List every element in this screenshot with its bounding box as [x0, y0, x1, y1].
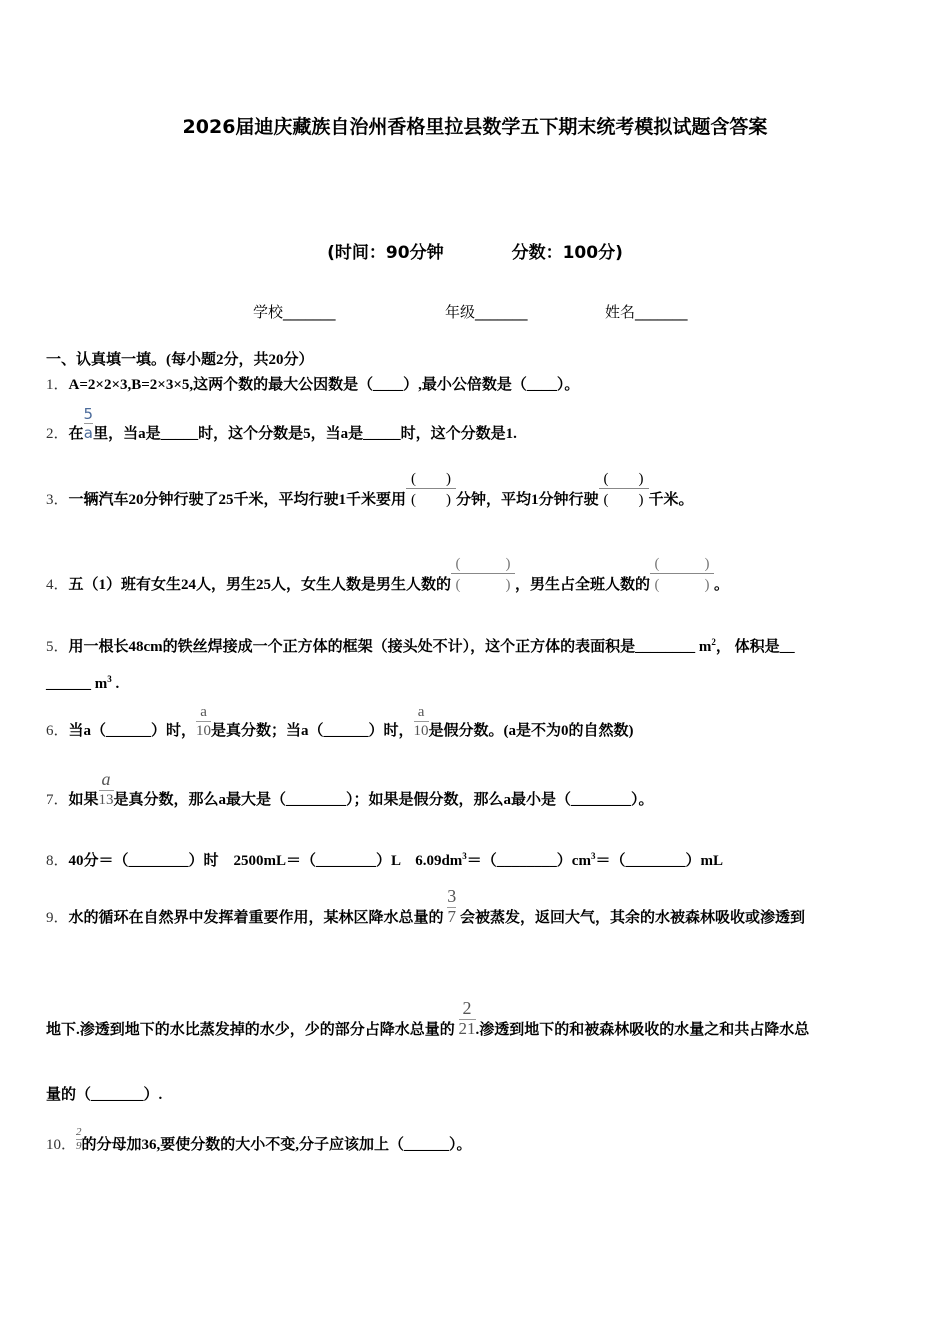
- q-text: ，男生占全班人数的: [515, 577, 651, 593]
- numerator: 3: [447, 886, 457, 906]
- q-text: 用一根长48cm的铁丝焊接成一个正方体的框架（接头处不计），这个正方体的表面积是________ m: [68, 639, 712, 655]
- question-4: [46, 555, 729, 595]
- question-5-cont: [46, 674, 119, 694]
- numerator: a: [200, 704, 207, 720]
- denominator: a: [83, 424, 93, 442]
- fraction: [414, 703, 429, 740]
- denominator-blank: ( ): [654, 577, 710, 593]
- time-label: (时间：90分钟: [327, 243, 444, 263]
- question-6: [46, 703, 634, 741]
- question-7: [46, 768, 654, 810]
- q-text: 在: [68, 426, 84, 442]
- denominator-blank: ( ): [603, 492, 644, 508]
- q-text: 是假分数。(a是不为0的自然数): [428, 723, 634, 739]
- fraction-blank[interactable]: [451, 555, 515, 594]
- numerator-blank: ( ): [451, 555, 515, 574]
- q-text: 一辆汽车20分钟行驶了25千米，平均行驶1千米要用: [68, 492, 407, 508]
- numerator: 2: [462, 998, 472, 1018]
- denominator: 7: [447, 907, 457, 926]
- fraction-blank[interactable]: [599, 470, 649, 509]
- score-label: 分数：100分): [511, 243, 623, 263]
- question-3: [46, 470, 694, 510]
- q-text: 当a（______）时，: [68, 723, 197, 739]
- fraction: [447, 885, 456, 926]
- q-text: 会被蒸发，返回大气，其余的水被森林吸收或渗透到: [460, 910, 806, 926]
- superscript: 3: [590, 851, 596, 861]
- q-text: 是真分数，那么a最大是（________）；如果是假分数，那么a最小是（________）。: [113, 792, 654, 808]
- q-text: 。: [714, 577, 730, 593]
- q-number: 10．: [46, 1137, 77, 1153]
- q-number: 4．: [46, 577, 69, 593]
- q-number: 9．: [46, 910, 69, 926]
- section-heading: 一、认真填一填。(每小题2分，共20分）: [46, 352, 314, 368]
- q-number: 2．: [46, 426, 69, 442]
- q-number: 3．: [46, 492, 69, 508]
- superscript: 3: [462, 851, 467, 861]
- question-9-cont2: [46, 1085, 162, 1105]
- q-text: 是真分数；当a（______）时，: [211, 723, 414, 739]
- superscript: 3: [107, 674, 112, 684]
- q-text: 里，当a是_____时，这个分数是5，当a是_____时，这个分数是1.: [93, 426, 517, 442]
- denominator-blank: ( ): [455, 577, 511, 593]
- q-text: .渗透到地下的和被森林吸收的水量之和共占降水总: [475, 1022, 810, 1038]
- numerator-blank: ( ): [599, 470, 649, 489]
- q-text: 40分＝（________）时 2500mL＝（________）L 6.09dm: [68, 853, 463, 869]
- question-2: [46, 405, 517, 444]
- q-number: 5．: [46, 639, 69, 655]
- question-5: [46, 637, 795, 657]
- question-1: [46, 375, 579, 395]
- numerator-blank: ( ): [406, 470, 456, 489]
- numerator: 5: [83, 405, 94, 423]
- q-number: 7．: [46, 792, 69, 808]
- question-8: [46, 851, 723, 871]
- denominator: 13: [98, 792, 114, 808]
- q-text: 五（1）班有女生24人，男生25人，女生人数是男生人数的: [68, 577, 452, 593]
- numerator: 2: [76, 1126, 82, 1138]
- question-9-cont: [46, 997, 809, 1040]
- denominator-blank: ( ): [411, 492, 452, 508]
- name-field: 姓名_______: [605, 303, 688, 321]
- fraction: [84, 405, 94, 442]
- superscript: 2: [711, 637, 716, 647]
- denominator: 21: [458, 1019, 476, 1038]
- question-10: [46, 1126, 472, 1155]
- fraction: [99, 768, 114, 809]
- question-9: [46, 885, 805, 928]
- numerator-blank: ( ): [650, 555, 714, 574]
- q-text: A=2×2×3,B=2×3×5,这两个数的最大公因数是（____）,最小公倍数是（____）。: [68, 377, 580, 393]
- q-number: 1．: [46, 377, 69, 393]
- exam-meta: [0, 238, 950, 263]
- q-text: 千米。: [648, 492, 694, 508]
- denominator: 10: [413, 723, 429, 739]
- q-text: .: [111, 676, 120, 692]
- denominator: 9: [76, 1140, 82, 1152]
- numerator: a: [417, 704, 425, 720]
- fraction: [196, 703, 211, 740]
- q-text: 如果: [68, 792, 99, 808]
- page-title: 2026届迪庆藏族自治州香格里拉县数学五下期末统考模拟试题含答案: [182, 116, 768, 138]
- numerator: a: [101, 769, 111, 789]
- q-text: ＝（________）mL: [595, 853, 723, 869]
- q-text: ______ m: [46, 676, 108, 692]
- q-text: 地下.渗透到地下的水比蒸发掉的水少，少的部分占降水总量的: [46, 1022, 455, 1038]
- q-text: 水的循环在自然界中发挥着重要作用，某林区降水总量的: [68, 910, 444, 926]
- q-text: 分钟，平均1分钟行驶: [456, 492, 599, 508]
- q-number: 8．: [46, 853, 69, 869]
- q-text: ＝（________）cm: [466, 853, 591, 869]
- q-number: 6．: [46, 723, 69, 739]
- school-field: 学校_______: [253, 303, 336, 321]
- q-text: 量的（_______）.: [46, 1087, 163, 1103]
- q-text: ， 体积是__: [715, 639, 795, 655]
- grade-field: 年级_______: [445, 303, 528, 321]
- fraction: [459, 997, 476, 1038]
- fraction-blank[interactable]: [406, 470, 456, 509]
- q-text: 的分母加36,要使分数的大小不变,分子应该加上（______）。: [81, 1137, 472, 1153]
- fraction-blank[interactable]: [650, 555, 714, 594]
- denominator: 10: [196, 723, 212, 739]
